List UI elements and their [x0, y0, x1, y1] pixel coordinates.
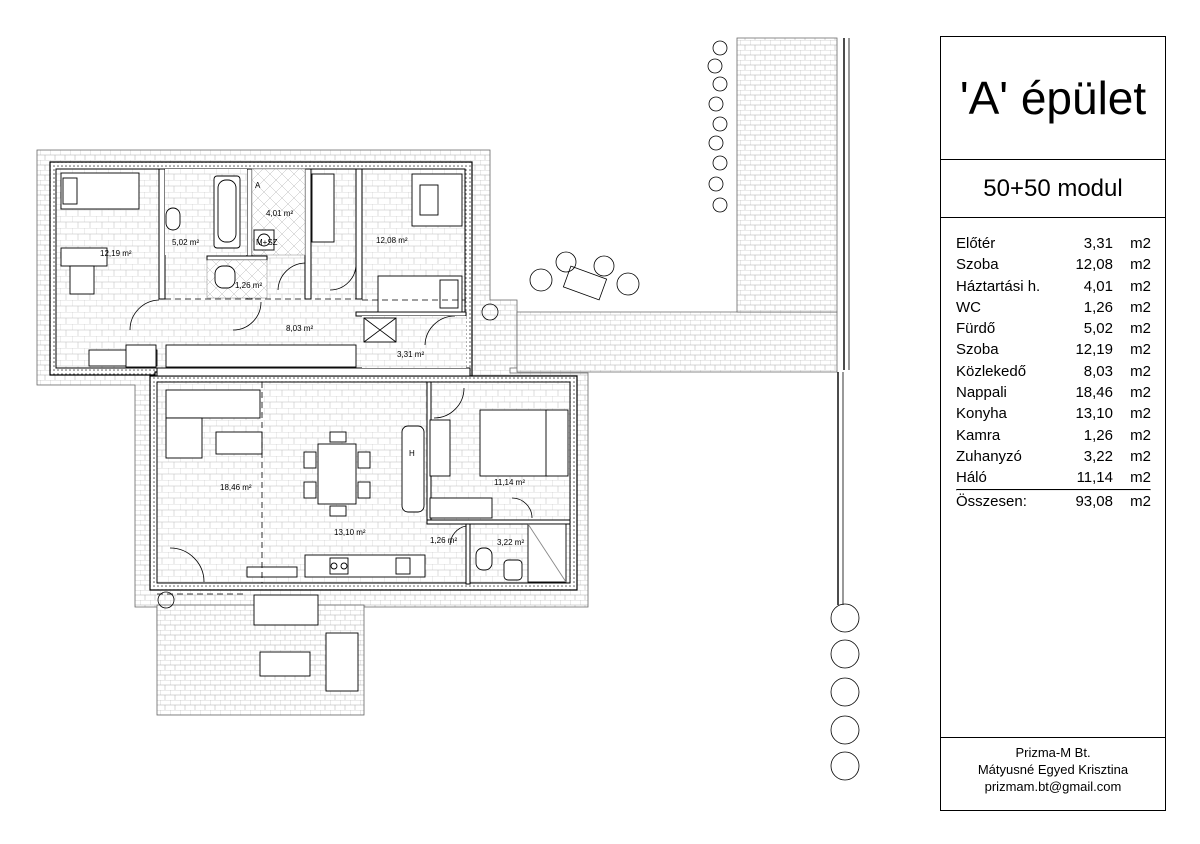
contact-email: prizmam.bt@gmail.com: [984, 779, 1122, 794]
area-row: Fürdő 5,02 m2: [956, 320, 1151, 338]
room-label-msz: M+SZ: [256, 238, 278, 247]
room-label-furdo: 5,02 m²: [172, 238, 200, 247]
area-total-row: Összesen: 93,08 m2: [956, 492, 1151, 510]
fence: [838, 38, 849, 605]
area-row: Szoba 12,19 m2: [956, 341, 1151, 359]
title-block: [940, 36, 1166, 811]
room-label-eloter: 3,31 m²: [397, 350, 425, 359]
company-name: Prizma-M Bt.: [1015, 745, 1091, 760]
designer-name: Mátyusné Egyed Krisztina: [977, 762, 1129, 777]
designer-footer: [941, 737, 1165, 811]
module-subtitle: 50+50 modul: [941, 160, 1165, 218]
room-label-kozlekedo: 8,03 m²: [286, 324, 314, 333]
building-title: 'A' épület: [941, 37, 1165, 160]
room-label-szoba-left: 12,19 m²: [100, 249, 132, 258]
room-label-szoba-right: 12,08 m²: [376, 236, 408, 245]
room-label-nappali: 18,46 m²: [220, 483, 252, 492]
area-row: Kamra 1,26 m2: [956, 426, 1151, 444]
mark-a: A: [255, 181, 261, 190]
area-row: Háló 11,14 m2: [956, 469, 1151, 487]
area-row: Zuhanyzó 3,22 m2: [956, 447, 1151, 465]
area-row: Előtér 3,31 m2: [956, 235, 1151, 252]
area-row: WC 1,26 m2: [956, 298, 1151, 316]
room-label-kamra: 1,26 m²: [430, 536, 458, 545]
area-table: [956, 233, 1151, 512]
area-row: Konyha 13,10 m2: [956, 405, 1151, 423]
room-label-wc: 1,26 m²: [235, 281, 263, 290]
room-label-halo: 11,14 m²: [494, 478, 525, 487]
area-row: Nappali 18,46 m2: [956, 384, 1151, 402]
area-row: Háztartási h. 4,01 m2: [956, 277, 1151, 295]
area-row: Szoba 12,08 m2: [956, 256, 1151, 274]
area-row: Közlekedő 8,03 m2: [956, 362, 1151, 380]
mark-h: H: [409, 449, 415, 458]
room-label-haztartasi: 4,01 m²: [266, 209, 294, 218]
room-label-zuhanyzo: 3,22 m²: [497, 538, 525, 547]
room-label-konyha: 13,10 m²: [334, 528, 366, 537]
